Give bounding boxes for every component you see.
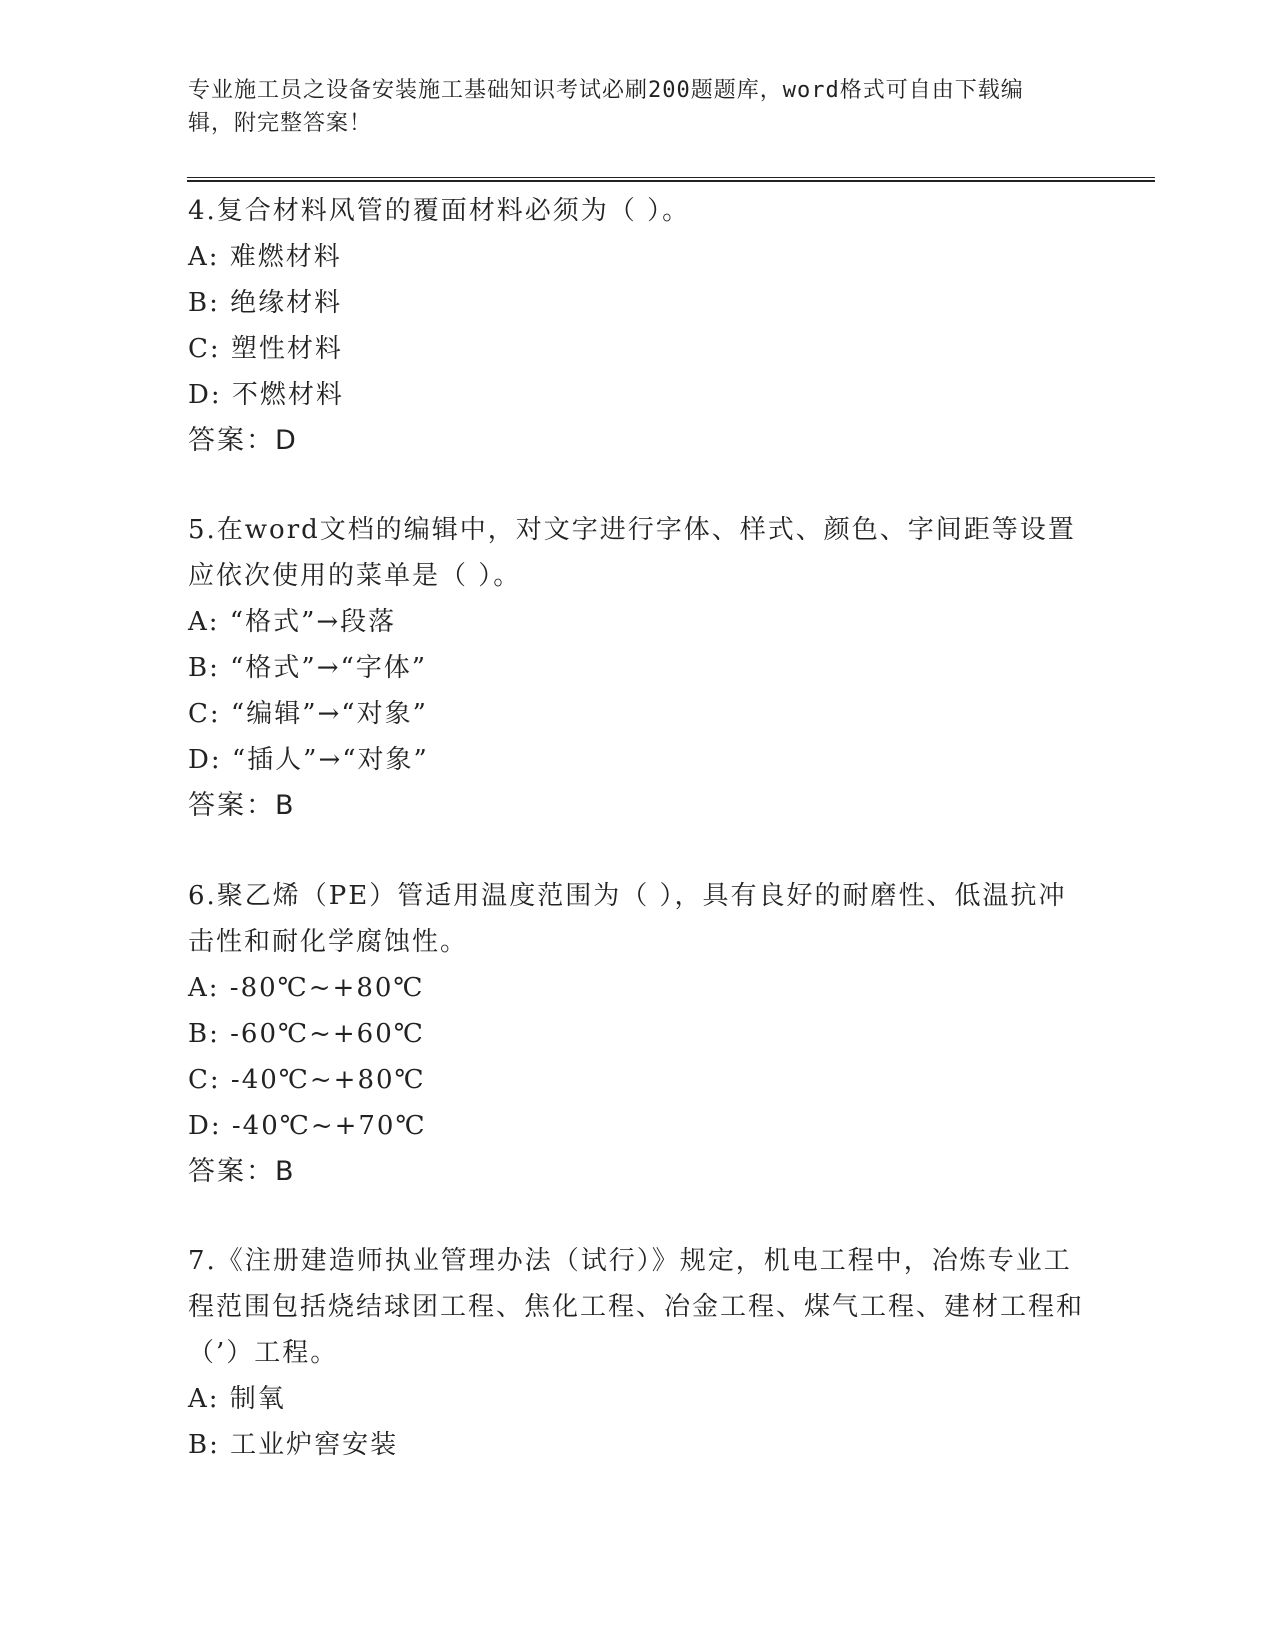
option-b: B: 工业炉窖安装 [188, 1430, 399, 1460]
answer: 答案：B [188, 1156, 296, 1187]
question-text: 5.在word文档的编辑中，对文字进行字体、样式、颜色、字间距等设置应依次使用的菜单是（ ）。 [188, 515, 1076, 591]
option-a: A: 制氧 [188, 1384, 286, 1414]
question-7 [188, 1238, 1088, 1468]
answer: 答案：B [188, 790, 296, 821]
option-a: A: 难燃材料 [188, 242, 342, 272]
question-text: 4.复合材料风管的覆面材料必须为（ ）。 [188, 196, 691, 226]
question-6 [188, 873, 1088, 1195]
option-a: A: -80℃~+80℃ [188, 973, 425, 1003]
question-4 [188, 188, 1088, 464]
option-c: C: “编辑”→“对象” [188, 699, 428, 729]
option-b: B: -60℃~+60℃ [188, 1019, 425, 1049]
answer: 答案：D [188, 425, 298, 456]
document-header: 专业施工员之设备安装施工基础知识考试必刷200题题库，word格式可自由下载编辑，附完整答案！ [188, 78, 1024, 136]
option-c: C: -40℃~+80℃ [188, 1065, 426, 1095]
option-d: D: -40℃~+70℃ [188, 1111, 427, 1141]
question-5 [188, 507, 1088, 829]
question-text: 6.聚乙烯（PE）管适用温度范围为（ ），具有良好的耐磨性、低温抗冲击性和耐化学腐蚀性。 [188, 881, 1067, 957]
option-a: A: “格式”→段落 [188, 607, 397, 637]
option-b: B: “格式”→“字体” [188, 653, 428, 683]
option-c: C: 塑性材料 [188, 334, 343, 364]
header-divider [187, 177, 1155, 182]
option-b: B: 绝缘材料 [188, 288, 343, 318]
option-d: D: “插人”→“对象” [188, 745, 429, 775]
option-d: D: 不燃材料 [188, 380, 344, 410]
question-text: 7.《注册建造师执业管理办法（试行）》规定，机电工程中，冶炼专业工程范围包括烧结球团工程、焦化工程、冶金工程、煤气工程、建材工程和（’）工程。 [188, 1246, 1085, 1368]
